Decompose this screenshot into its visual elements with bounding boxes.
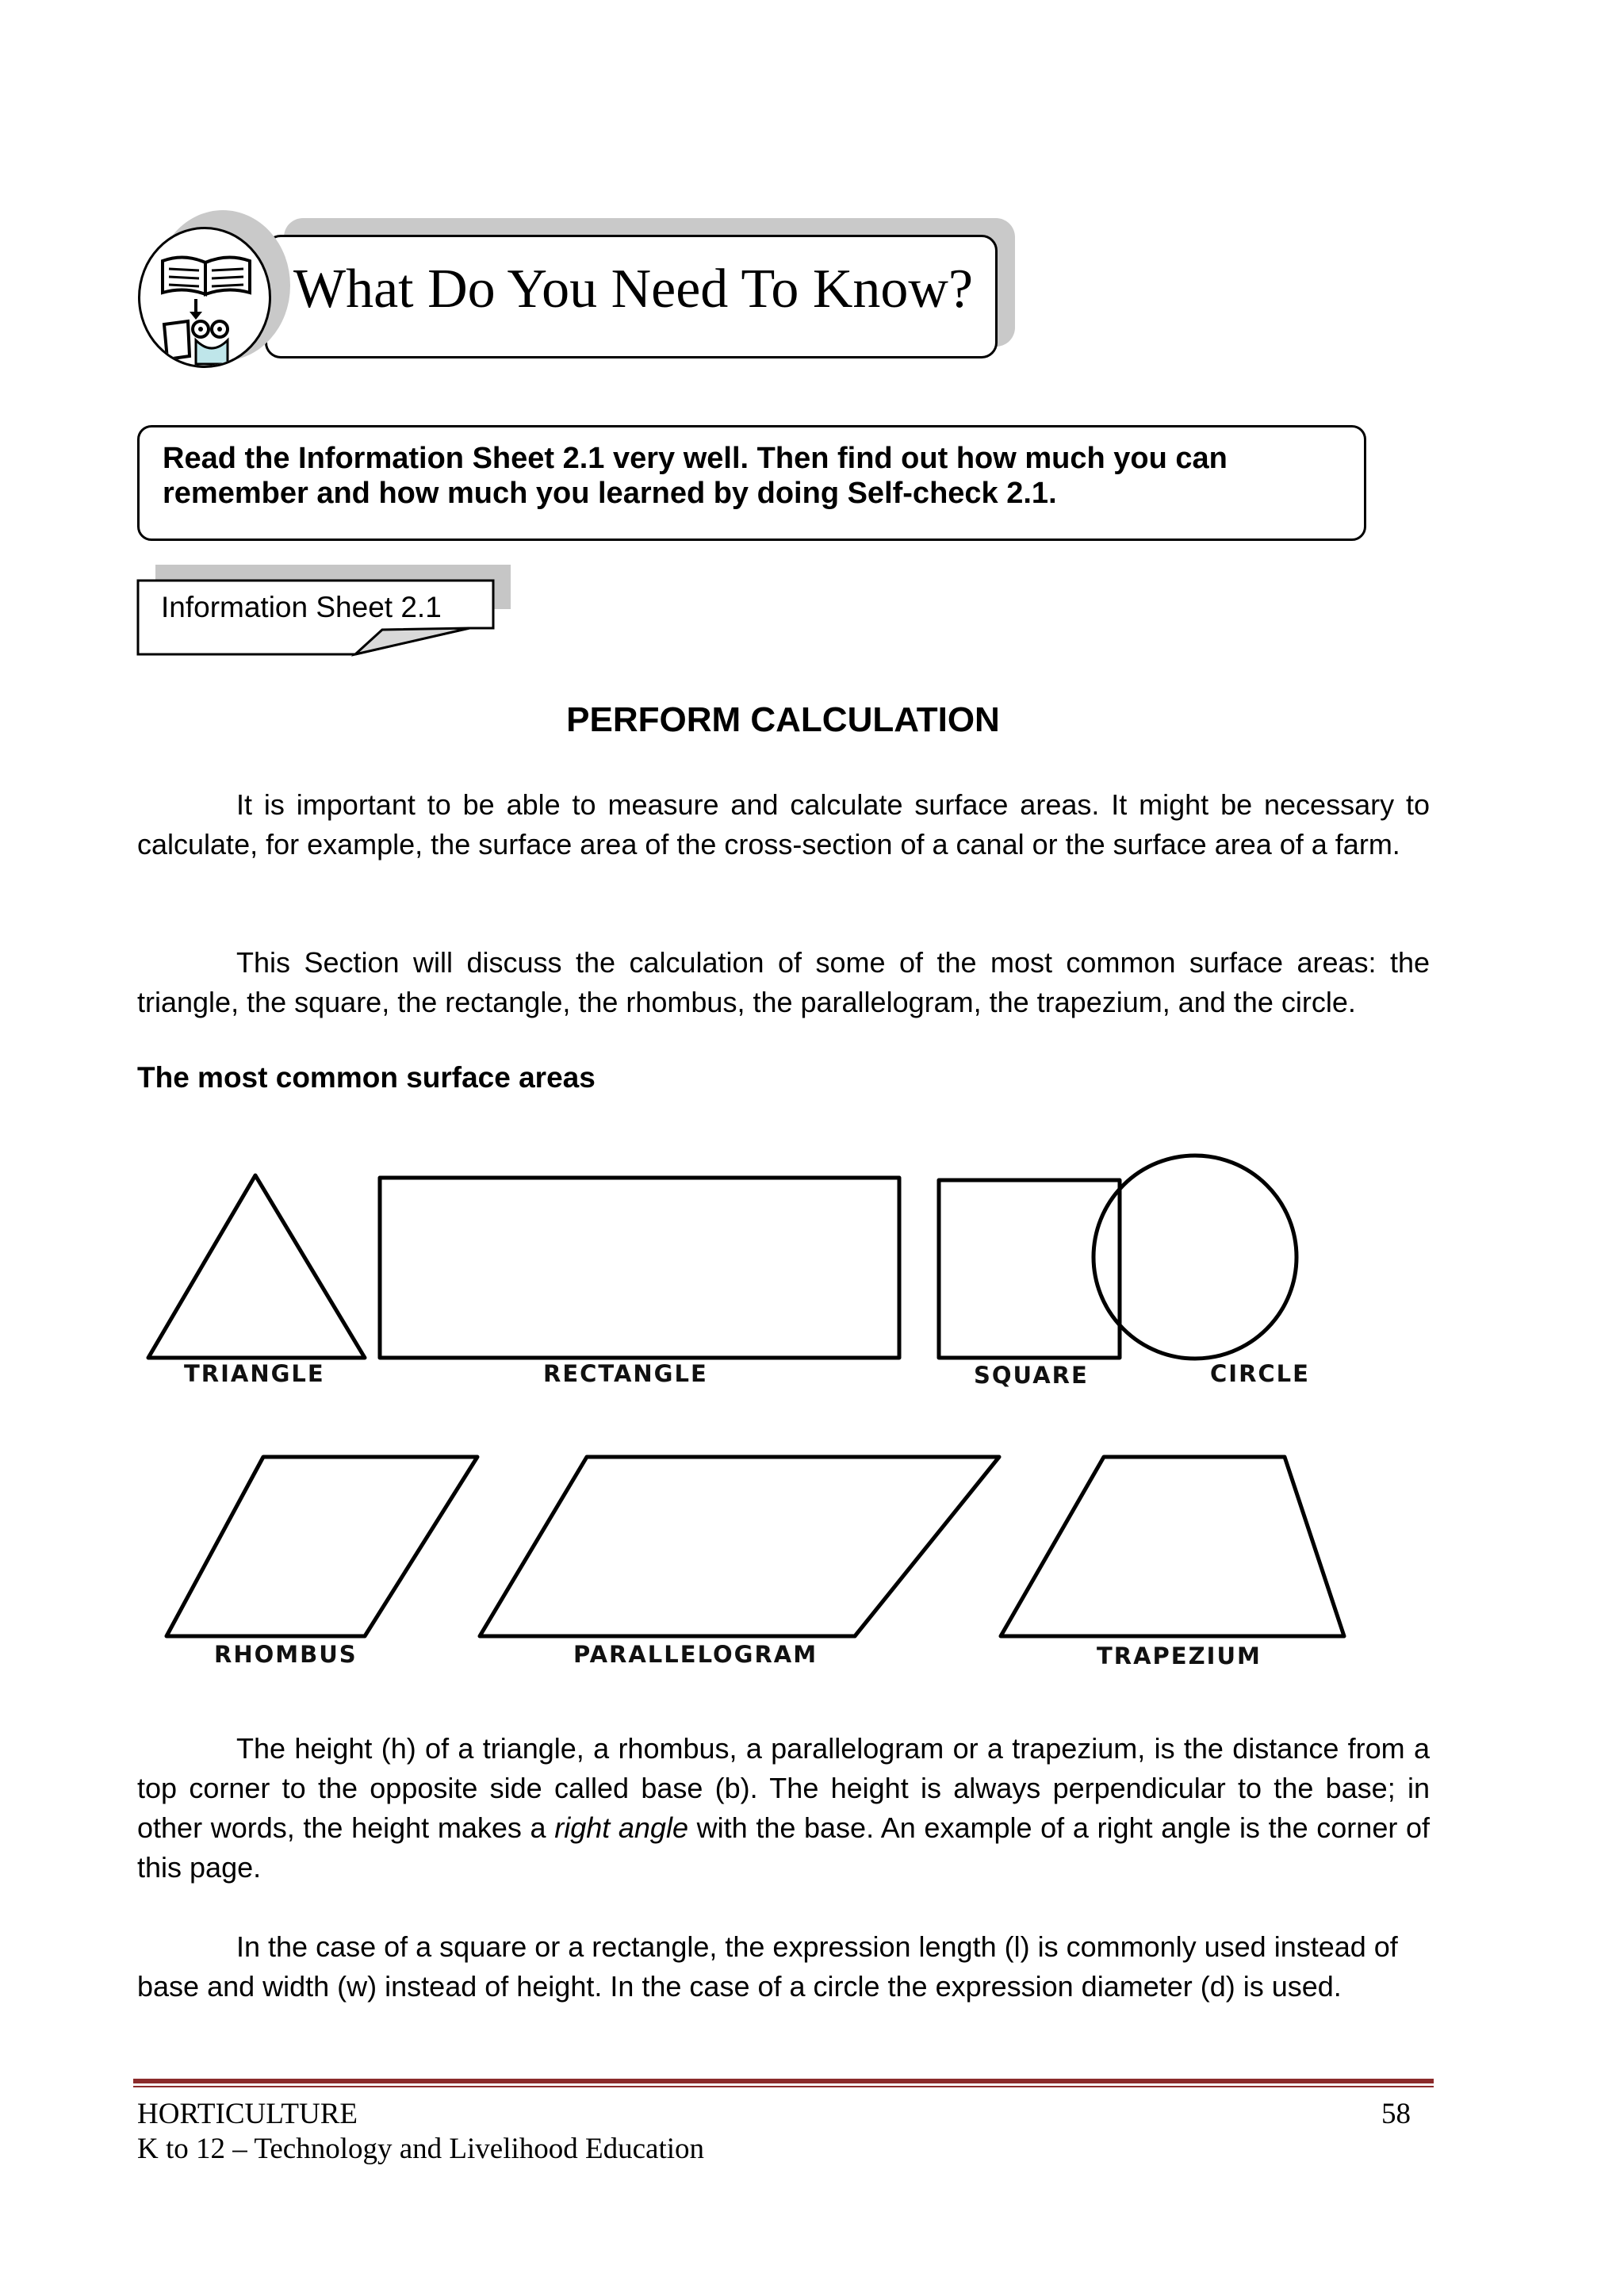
parallelogram-shape: [480, 1457, 999, 1636]
footer-subject: HORTICULTURE: [137, 2098, 358, 2130]
shapes-figure: [135, 1146, 1372, 1685]
trapezium-label: TRAPEZIUM: [1097, 1642, 1262, 1669]
circle-label: CIRCLE: [1210, 1360, 1310, 1387]
triangle-label: TRIANGLE: [184, 1360, 325, 1387]
footer-course: K to 12 – Technology and Livelihood Education: [137, 2133, 705, 2165]
paragraph-intro: It is important to be able to measure and calculate surface areas. It might be necessary to calculate, for example, the surface area of the cross-section of a canal or the surface area of a farm.: [137, 788, 1430, 861]
instruction-text: Read the Information Sheet 2.1 very well. Then find out how much you can remember and how much you learned by doing Self-check 2.1.: [163, 442, 1228, 510]
paragraph-height-text-2: with the base. An example of a right angle is the corner of this page.: [137, 1811, 1431, 1884]
paragraph-height: [137, 1729, 1430, 1888]
circle-shape: [1094, 1156, 1297, 1359]
paragraph-length-width: In the case of a square or a rectangle, the expression length (l) is commonly used instead of base and width (w) instead of height. In the case of a circle the expression diameter (d) is used.: [137, 1930, 1398, 2003]
triangle-shape: [148, 1175, 365, 1358]
footer-rule: [133, 2079, 1434, 2083]
rhombus-label: RHOMBUS: [214, 1641, 358, 1668]
rectangle-label: RECTANGLE: [543, 1360, 708, 1387]
reader-book-icon: [138, 227, 271, 368]
paragraph-height-text-1: The height (h) of a triangle, a rhombus, a parallelogram or a trapezium, is the distance from a top corner to the opposite side called base (b). The height is always perpendicular to the base; in other words, the height makes a: [137, 1732, 1430, 1844]
trapezium-shape: [1001, 1457, 1344, 1636]
square-label: SQUARE: [974, 1362, 1089, 1389]
parallelogram-label: PARALLELOGRAM: [573, 1641, 818, 1668]
paragraph-section: This Section will discuss the calculation of some of the most common surface areas: the triangle, the square, the rectangle, the rhombus, the parallelogram, the trapezium, and the circle.: [137, 946, 1430, 1018]
section-heading: PERFORM CALCULATION: [566, 700, 1000, 739]
footer-rule-thin: [133, 2086, 1434, 2087]
page-number: 58: [1381, 2098, 1411, 2130]
subheading-surface-areas: The most common surface areas: [137, 1061, 596, 1094]
page-title: What Do You Need To Know?: [293, 259, 974, 320]
rhombus-shape: [167, 1457, 477, 1636]
info-sheet-label: Information Sheet 2.1: [161, 591, 442, 623]
rectangle-shape: [380, 1178, 899, 1358]
right-angle-term: right angle: [554, 1811, 688, 1844]
